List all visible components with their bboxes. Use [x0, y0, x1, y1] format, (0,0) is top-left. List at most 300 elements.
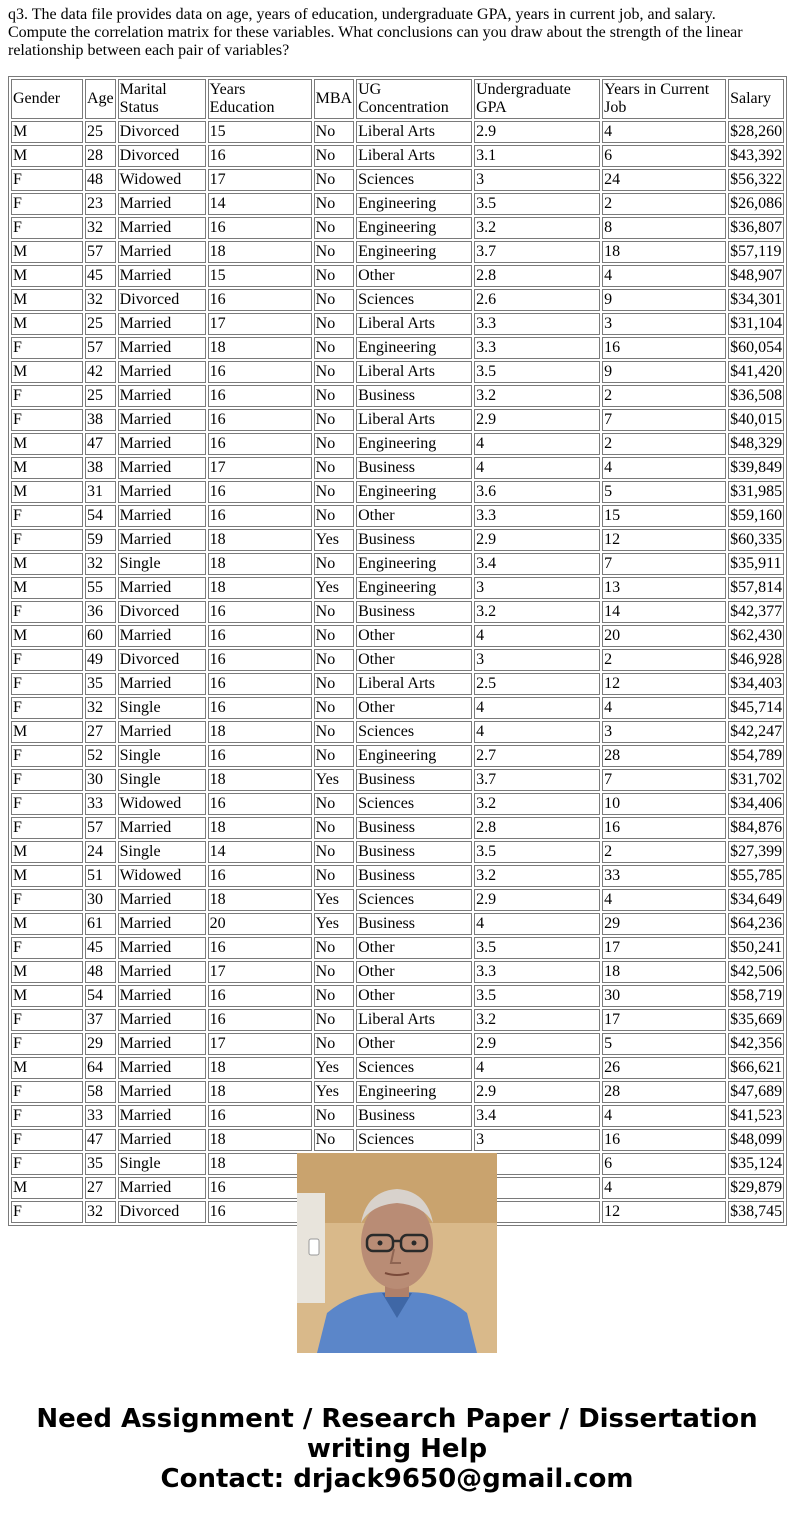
- cell-years-in-current-job: 5: [602, 1033, 726, 1055]
- cell-mba: No: [314, 625, 354, 647]
- cell-gender: M: [11, 865, 83, 887]
- cell-years-education: 16: [208, 505, 312, 527]
- cell-gender: F: [11, 409, 83, 431]
- header-gender: Gender: [11, 79, 83, 119]
- cell-age: 45: [85, 265, 116, 287]
- cell-mba: No: [314, 361, 354, 383]
- cell-years-education: 16: [208, 793, 312, 815]
- cell-years-in-current-job: 18: [602, 241, 726, 263]
- cell-mba: No: [314, 289, 354, 311]
- cell-salary: $31,985: [728, 481, 784, 503]
- cell-age: 57: [85, 817, 116, 839]
- cell-undergraduate-gpa: 3: [474, 169, 600, 191]
- cell-gender: F: [11, 1201, 83, 1223]
- cell-undergraduate-gpa: 2.9: [474, 409, 600, 431]
- cta-line-2: writing Help: [306, 1434, 488, 1464]
- cell-marital-status: Married: [118, 1057, 206, 1079]
- cell-gender: F: [11, 1033, 83, 1055]
- table-row: [11, 505, 784, 527]
- cell-mba: No: [314, 1009, 354, 1031]
- cell-undergraduate-gpa: 3.5: [474, 361, 600, 383]
- cta-line-1: Need Assignment / Research Paper / Dissertation: [36, 1404, 758, 1434]
- cell-gender: F: [11, 745, 83, 767]
- table-row: [11, 217, 784, 239]
- cell-years-in-current-job: 6: [602, 145, 726, 167]
- cell-mba: No: [314, 793, 354, 815]
- cell-ug-concentration: Other: [356, 985, 472, 1007]
- table-row: [11, 169, 784, 191]
- cell-years-education: 16: [208, 745, 312, 767]
- cell-age: 37: [85, 1009, 116, 1031]
- cell-salary: $42,506: [728, 961, 784, 983]
- cell-years-education: 16: [208, 697, 312, 719]
- cell-ug-concentration: Other: [356, 937, 472, 959]
- cell-undergraduate-gpa: 2.6: [474, 289, 600, 311]
- cell-years-in-current-job: 9: [602, 361, 726, 383]
- table-row: [11, 769, 784, 791]
- cell-ug-concentration: Liberal Arts: [356, 145, 472, 167]
- cell-undergraduate-gpa: 4: [474, 1057, 600, 1079]
- cell-ug-concentration: Liberal Arts: [356, 121, 472, 143]
- cell-marital-status: Married: [118, 1009, 206, 1031]
- cell-age: 31: [85, 481, 116, 503]
- cell-ug-concentration: Business: [356, 1105, 472, 1127]
- cell-age: 23: [85, 193, 116, 215]
- table-row: [11, 193, 784, 215]
- table-row: [11, 865, 784, 887]
- cell-undergraduate-gpa: 2.9: [474, 1081, 600, 1103]
- cell-years-in-current-job: 4: [602, 1105, 726, 1127]
- cell-marital-status: Married: [118, 337, 206, 359]
- table-row: [11, 265, 784, 287]
- cell-mba: No: [314, 337, 354, 359]
- cell-gender: F: [11, 649, 83, 671]
- cell-age: 25: [85, 385, 116, 407]
- cell-undergraduate-gpa: 2.7: [474, 745, 600, 767]
- cell-salary: $43,392: [728, 145, 784, 167]
- cell-age: 33: [85, 793, 116, 815]
- cell-marital-status: Married: [118, 313, 206, 335]
- cell-years-education: 18: [208, 1153, 312, 1175]
- cell-mba: Yes: [314, 1057, 354, 1079]
- cell-gender: M: [11, 313, 83, 335]
- cell-years-education: 16: [208, 865, 312, 887]
- cell-years-in-current-job: 5: [602, 481, 726, 503]
- cell-age: 38: [85, 409, 116, 431]
- cell-marital-status: Divorced: [118, 289, 206, 311]
- cell-years-in-current-job: 4: [602, 457, 726, 479]
- cell-years-education: 16: [208, 433, 312, 455]
- cell-salary: $66,621: [728, 1057, 784, 1079]
- table-row: [11, 553, 784, 575]
- cell-years-in-current-job: 17: [602, 937, 726, 959]
- cell-years-in-current-job: 7: [602, 553, 726, 575]
- table-row: [11, 337, 784, 359]
- cell-years-education: 18: [208, 1081, 312, 1103]
- cell-undergraduate-gpa: 3.4: [474, 553, 600, 575]
- table-row: [11, 481, 784, 503]
- cell-age: 48: [85, 169, 116, 191]
- cell-undergraduate-gpa: 3.4: [474, 1105, 600, 1127]
- cell-years-education: 16: [208, 1105, 312, 1127]
- cell-undergraduate-gpa: 3.1: [474, 145, 600, 167]
- cell-years-in-current-job: 30: [602, 985, 726, 1007]
- cell-years-in-current-job: 4: [602, 265, 726, 287]
- cell-marital-status: Divorced: [118, 145, 206, 167]
- cell-years-education: 18: [208, 1057, 312, 1079]
- cell-marital-status: Widowed: [118, 865, 206, 887]
- cell-mba: Yes: [314, 577, 354, 599]
- cell-marital-status: Married: [118, 265, 206, 287]
- cell-salary: $34,406: [728, 793, 784, 815]
- table-row: [11, 1081, 784, 1103]
- cell-undergraduate-gpa: 3.2: [474, 601, 600, 623]
- cell-mba: No: [314, 721, 354, 743]
- cell-gender: F: [11, 889, 83, 911]
- cell-ug-concentration: Engineering: [356, 553, 472, 575]
- cell-mba: Yes: [314, 1081, 354, 1103]
- cell-gender: M: [11, 289, 83, 311]
- cell-years-in-current-job: 28: [602, 1081, 726, 1103]
- cell-undergraduate-gpa: 4: [474, 721, 600, 743]
- table-row: [11, 841, 784, 863]
- cell-marital-status: Single: [118, 841, 206, 863]
- cell-mba: No: [314, 217, 354, 239]
- cell-marital-status: Single: [118, 1153, 206, 1175]
- cell-age: 54: [85, 985, 116, 1007]
- cell-gender: M: [11, 457, 83, 479]
- cell-years-education: 18: [208, 529, 312, 551]
- table-row: [11, 817, 784, 839]
- cell-years-in-current-job: 3: [602, 721, 726, 743]
- cell-salary: $26,086: [728, 193, 784, 215]
- cell-undergraduate-gpa: 2.9: [474, 529, 600, 551]
- cell-ug-concentration: Business: [356, 865, 472, 887]
- cell-age: 25: [85, 121, 116, 143]
- table-row: [11, 913, 784, 935]
- cell-marital-status: Married: [118, 1081, 206, 1103]
- cell-marital-status: Married: [118, 913, 206, 935]
- cell-undergraduate-gpa: 3.2: [474, 865, 600, 887]
- cell-salary: $41,523: [728, 1105, 784, 1127]
- cell-salary: $35,911: [728, 553, 784, 575]
- cell-gender: M: [11, 1177, 83, 1199]
- cell-mba: No: [314, 697, 354, 719]
- cell-years-education: 18: [208, 817, 312, 839]
- cell-ug-concentration: Other: [356, 697, 472, 719]
- cell-years-education: 17: [208, 961, 312, 983]
- cell-gender: F: [11, 1009, 83, 1031]
- cell-undergraduate-gpa: 3.2: [474, 793, 600, 815]
- cell-years-in-current-job: 29: [602, 913, 726, 935]
- cell-marital-status: Married: [118, 625, 206, 647]
- cell-marital-status: Widowed: [118, 169, 206, 191]
- cell-age: 25: [85, 313, 116, 335]
- cell-age: 55: [85, 577, 116, 599]
- cell-age: 32: [85, 217, 116, 239]
- cell-undergraduate-gpa: 4: [474, 697, 600, 719]
- cell-age: 30: [85, 769, 116, 791]
- cell-salary: $56,322: [728, 169, 784, 191]
- cell-gender: F: [11, 1105, 83, 1127]
- cell-ug-concentration: Other: [356, 961, 472, 983]
- cell-ug-concentration: Engineering: [356, 433, 472, 455]
- cell-years-in-current-job: 2: [602, 649, 726, 671]
- table-body: [11, 121, 784, 1223]
- cell-years-education: 18: [208, 337, 312, 359]
- cell-years-in-current-job: 33: [602, 865, 726, 887]
- data-table: [8, 76, 787, 1226]
- cell-gender: F: [11, 697, 83, 719]
- header-undergraduate-gpa: Undergraduate GPA: [474, 79, 600, 119]
- table-row: [11, 1033, 784, 1055]
- header-age: Age: [85, 79, 116, 119]
- cell-years-in-current-job: 18: [602, 961, 726, 983]
- cell-ug-concentration: Engineering: [356, 241, 472, 263]
- cell-mba: No: [314, 745, 354, 767]
- cell-years-education: 16: [208, 601, 312, 623]
- cell-years-education: 17: [208, 313, 312, 335]
- cell-years-education: 16: [208, 289, 312, 311]
- cell-years-in-current-job: 6: [602, 1153, 726, 1175]
- cell-salary: $54,789: [728, 745, 784, 767]
- cell-mba: No: [314, 241, 354, 263]
- cell-age: 35: [85, 673, 116, 695]
- cell-undergraduate-gpa: 3.3: [474, 313, 600, 335]
- cell-age: 59: [85, 529, 116, 551]
- cell-ug-concentration: Liberal Arts: [356, 313, 472, 335]
- cell-ug-concentration: Engineering: [356, 217, 472, 239]
- cell-gender: F: [11, 1153, 83, 1175]
- cell-ug-concentration: Business: [356, 817, 472, 839]
- cell-marital-status: Married: [118, 985, 206, 1007]
- cell-salary: $48,907: [728, 265, 784, 287]
- cell-undergraduate-gpa: 3.7: [474, 241, 600, 263]
- table-header-row: [11, 79, 784, 119]
- cell-ug-concentration: Other: [356, 265, 472, 287]
- table-row: [11, 457, 784, 479]
- cell-gender: M: [11, 481, 83, 503]
- cell-gender: M: [11, 721, 83, 743]
- cell-age: 54: [85, 505, 116, 527]
- cell-salary: $36,807: [728, 217, 784, 239]
- cell-mba: No: [314, 505, 354, 527]
- cell-marital-status: Married: [118, 529, 206, 551]
- cell-mba: No: [314, 1105, 354, 1127]
- cell-years-education: 16: [208, 385, 312, 407]
- cell-salary: $59,160: [728, 505, 784, 527]
- cell-years-education: 18: [208, 241, 312, 263]
- cell-gender: M: [11, 625, 83, 647]
- cell-ug-concentration: Engineering: [356, 193, 472, 215]
- cell-age: 60: [85, 625, 116, 647]
- cell-undergraduate-gpa: 3.5: [474, 841, 600, 863]
- cell-years-in-current-job: 4: [602, 121, 726, 143]
- table-row: [11, 313, 784, 335]
- cell-years-education: 14: [208, 193, 312, 215]
- cell-years-in-current-job: 4: [602, 889, 726, 911]
- cell-mba: No: [314, 673, 354, 695]
- cell-ug-concentration: Business: [356, 385, 472, 407]
- cell-undergraduate-gpa: 3.5: [474, 193, 600, 215]
- cell-gender: M: [11, 265, 83, 287]
- cell-age: 51: [85, 865, 116, 887]
- cell-marital-status: Married: [118, 1105, 206, 1127]
- cell-mba: No: [314, 121, 354, 143]
- cell-mba: Yes: [314, 913, 354, 935]
- cell-age: 32: [85, 697, 116, 719]
- cell-ug-concentration: Sciences: [356, 1057, 472, 1079]
- cell-undergraduate-gpa: 3.5: [474, 937, 600, 959]
- cell-years-education: 15: [208, 121, 312, 143]
- cell-years-education: 16: [208, 1009, 312, 1031]
- cell-gender: F: [11, 937, 83, 959]
- cell-years-education: 16: [208, 217, 312, 239]
- cell-mba: No: [314, 457, 354, 479]
- table-row: [11, 625, 784, 647]
- header-years-in-current-job: Years in Current Job: [602, 79, 726, 119]
- cell-ug-concentration: Sciences: [356, 889, 472, 911]
- cell-age: 35: [85, 1153, 116, 1175]
- cell-mba: No: [314, 265, 354, 287]
- cell-undergraduate-gpa: 2.8: [474, 265, 600, 287]
- cell-ug-concentration: Sciences: [356, 721, 472, 743]
- cell-years-education: 16: [208, 985, 312, 1007]
- cell-marital-status: Married: [118, 577, 206, 599]
- table-row: [11, 121, 784, 143]
- table-row: [11, 793, 784, 815]
- cell-gender: F: [11, 601, 83, 623]
- cell-undergraduate-gpa: 3.2: [474, 217, 600, 239]
- cell-undergraduate-gpa: 2.9: [474, 889, 600, 911]
- cell-salary: $48,099: [728, 1129, 784, 1151]
- cell-gender: F: [11, 1081, 83, 1103]
- table-row: [11, 409, 784, 431]
- cell-years-in-current-job: 8: [602, 217, 726, 239]
- cell-years-in-current-job: 20: [602, 625, 726, 647]
- cell-undergraduate-gpa: 3.2: [474, 1009, 600, 1031]
- cell-ug-concentration: Other: [356, 1033, 472, 1055]
- cell-years-in-current-job: 2: [602, 193, 726, 215]
- cell-age: 42: [85, 361, 116, 383]
- cell-age: 58: [85, 1081, 116, 1103]
- cell-gender: M: [11, 145, 83, 167]
- cell-ug-concentration: Business: [356, 457, 472, 479]
- cell-years-in-current-job: 3: [602, 313, 726, 335]
- cell-marital-status: Married: [118, 937, 206, 959]
- cell-years-education: 18: [208, 769, 312, 791]
- cell-years-education: 17: [208, 457, 312, 479]
- cell-years-in-current-job: 2: [602, 841, 726, 863]
- cell-gender: F: [11, 169, 83, 191]
- cell-mba: Yes: [314, 529, 354, 551]
- cell-undergraduate-gpa: 3.3: [474, 337, 600, 359]
- cell-years-education: 18: [208, 1129, 312, 1151]
- cell-marital-status: Married: [118, 505, 206, 527]
- cell-salary: $57,814: [728, 577, 784, 599]
- portrait-image: [297, 1153, 497, 1353]
- cell-salary: $60,335: [728, 529, 784, 551]
- cell-gender: M: [11, 553, 83, 575]
- table-row: [11, 145, 784, 167]
- question-text: q3. The data file provides data on age, years of education, undergraduate GPA, years in current job, and salary. Compute the correlation matrix for these variables. What conclusions can you draw about the strength of the linear relationship between each pair of variables?: [8, 6, 743, 59]
- cell-gender: F: [11, 505, 83, 527]
- header-mba: MBA: [314, 79, 354, 119]
- cell-age: 45: [85, 937, 116, 959]
- cell-marital-status: Married: [118, 457, 206, 479]
- cell-marital-status: Divorced: [118, 649, 206, 671]
- cell-age: 61: [85, 913, 116, 935]
- cell-years-in-current-job: 28: [602, 745, 726, 767]
- cell-age: 57: [85, 337, 116, 359]
- cell-years-education: 18: [208, 889, 312, 911]
- cell-salary: $42,356: [728, 1033, 784, 1055]
- cell-salary: $46,928: [728, 649, 784, 671]
- cell-years-education: 16: [208, 625, 312, 647]
- author-avatar: [297, 1153, 497, 1353]
- cell-gender: F: [11, 1129, 83, 1151]
- cell-years-in-current-job: 7: [602, 409, 726, 431]
- header-ug-concentration: UG Concentration: [356, 79, 472, 119]
- cell-years-in-current-job: 4: [602, 1177, 726, 1199]
- cell-years-education: 16: [208, 1177, 312, 1199]
- cell-age: 32: [85, 553, 116, 575]
- cell-marital-status: Married: [118, 409, 206, 431]
- cell-years-in-current-job: 26: [602, 1057, 726, 1079]
- cell-ug-concentration: Business: [356, 841, 472, 863]
- cell-age: 29: [85, 1033, 116, 1055]
- cell-years-in-current-job: 12: [602, 673, 726, 695]
- cell-ug-concentration: Engineering: [356, 577, 472, 599]
- cell-undergraduate-gpa: 3: [474, 577, 600, 599]
- cell-marital-status: Married: [118, 193, 206, 215]
- cell-mba: No: [314, 433, 354, 455]
- cell-gender: M: [11, 985, 83, 1007]
- data-table-container[interactable]: [8, 76, 788, 1220]
- cell-mba: No: [314, 817, 354, 839]
- cell-undergraduate-gpa: 2.5: [474, 673, 600, 695]
- cell-undergraduate-gpa: 3: [474, 1129, 600, 1151]
- cell-age: 24: [85, 841, 116, 863]
- table-row: [11, 601, 784, 623]
- cell-marital-status: Married: [118, 889, 206, 911]
- cell-age: 64: [85, 1057, 116, 1079]
- cell-years-education: 20: [208, 913, 312, 935]
- cell-age: 48: [85, 961, 116, 983]
- cell-years-in-current-job: 9: [602, 289, 726, 311]
- cell-ug-concentration: Sciences: [356, 169, 472, 191]
- cell-gender: F: [11, 385, 83, 407]
- cell-gender: M: [11, 433, 83, 455]
- cell-years-in-current-job: 7: [602, 769, 726, 791]
- cell-years-education: 16: [208, 1201, 312, 1223]
- cell-marital-status: Married: [118, 433, 206, 455]
- cell-mba: No: [314, 481, 354, 503]
- cell-mba: No: [314, 865, 354, 887]
- cell-age: 32: [85, 1201, 116, 1223]
- cell-age: 52: [85, 745, 116, 767]
- cell-mba: No: [314, 649, 354, 671]
- cell-age: 30: [85, 889, 116, 911]
- cell-salary: $62,430: [728, 625, 784, 647]
- cell-mba: No: [314, 553, 354, 575]
- cell-years-education: 16: [208, 409, 312, 431]
- cell-gender: F: [11, 337, 83, 359]
- cell-salary: $58,719: [728, 985, 784, 1007]
- cell-mba: Yes: [314, 769, 354, 791]
- cta-line-3: Contact: drjack9650@gmail.com: [160, 1464, 634, 1494]
- cell-ug-concentration: Engineering: [356, 745, 472, 767]
